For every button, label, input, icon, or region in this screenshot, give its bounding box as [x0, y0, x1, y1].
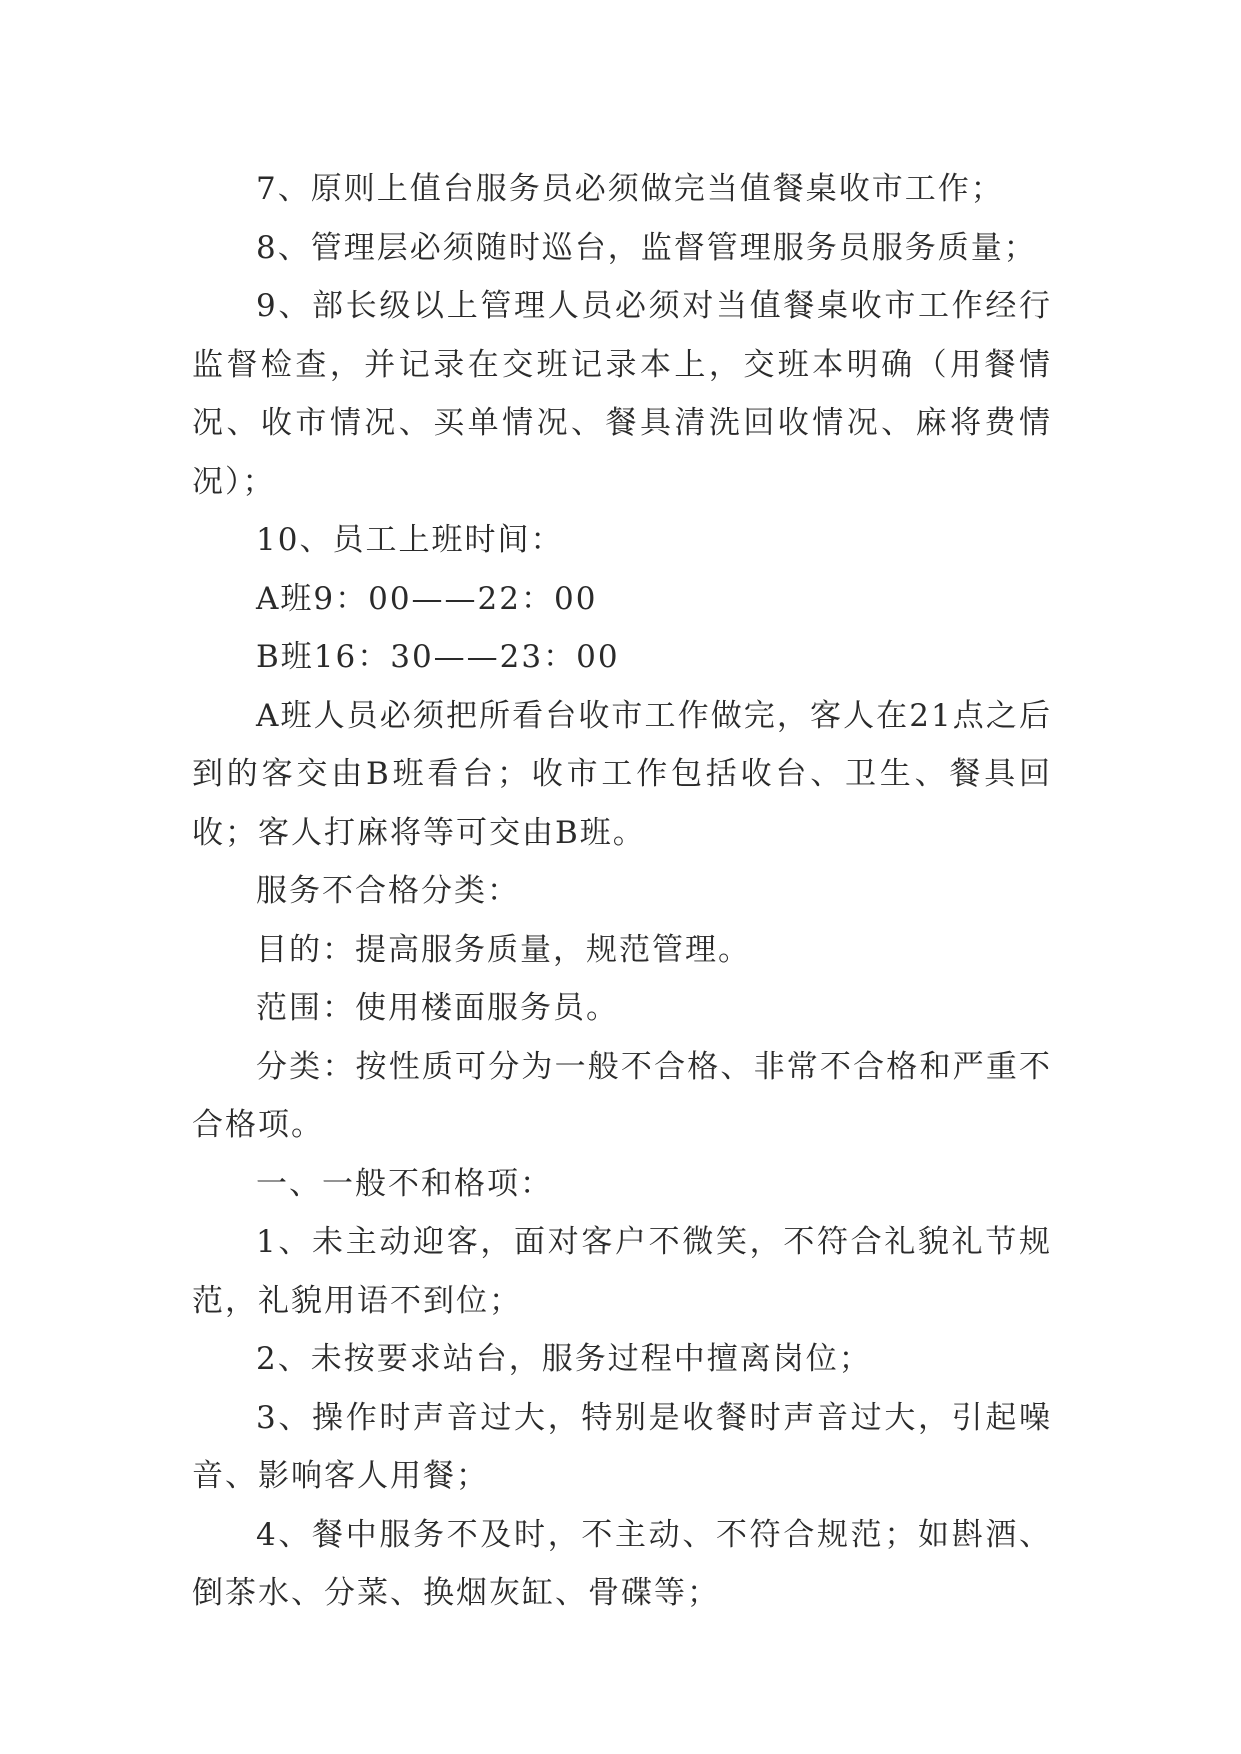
scope-paragraph: 范围：使用楼面服务员。	[256, 990, 619, 1026]
purpose-paragraph: 目的：提高服务质量，规范管理。	[256, 931, 751, 968]
classification-paragraph: 分类：按性质可分为一般不合格、非常不合格和严重不合格项。	[192, 1048, 1052, 1143]
paragraph-9: 9、部长级以上管理人员必须对当值餐桌收市工作经行监督检查，并记录在交班记录本上，交班本明确（用餐情况、收市情况、买单情况、餐具清洗回收情况、麻将费情况）；	[192, 288, 1052, 500]
paragraph-8: 8、管理层必须随时巡台，监督管理服务员服务质量；	[256, 229, 1037, 266]
item-1: 1、未主动迎客，面对客户不微笑，不符合礼貌礼节规范，礼貌用语不到位；	[192, 1224, 1052, 1319]
item-2: 2、未按要求站台，服务过程中擅离岗位；	[256, 1341, 872, 1377]
subsection-heading-general: 一、一般不和格项：	[256, 1165, 553, 1202]
document-body	[192, 160, 1052, 1623]
paragraph-7: 7、原则上值台服务员必须做完当值餐桌收市工作；	[256, 171, 1004, 207]
section-heading-nonconformity: 服务不合格分类：	[256, 873, 520, 909]
shift-a-hours: A班9：00——22：00	[256, 580, 598, 617]
paragraph-10: 10、员工上班时间：	[256, 522, 564, 558]
item-3: 3、操作时声音过大，特别是收餐时声音过大，引起噪音、影响客人用餐；	[192, 1399, 1052, 1494]
item-4: 4、餐中服务不及时，不主动、不符合规范；如斟酒、倒茶水、分菜、换烟灰缸、骨碟等；	[192, 1516, 1052, 1611]
shift-handover-rule: A班人员必须把所看台收市工作做完，客人在21点之后到的客交由B班看台；收市工作包括收台、卫生、餐具回收；客人打麻将等可交由B班。	[192, 697, 1052, 851]
shift-b-hours: B班16：30——23：00	[256, 639, 620, 675]
